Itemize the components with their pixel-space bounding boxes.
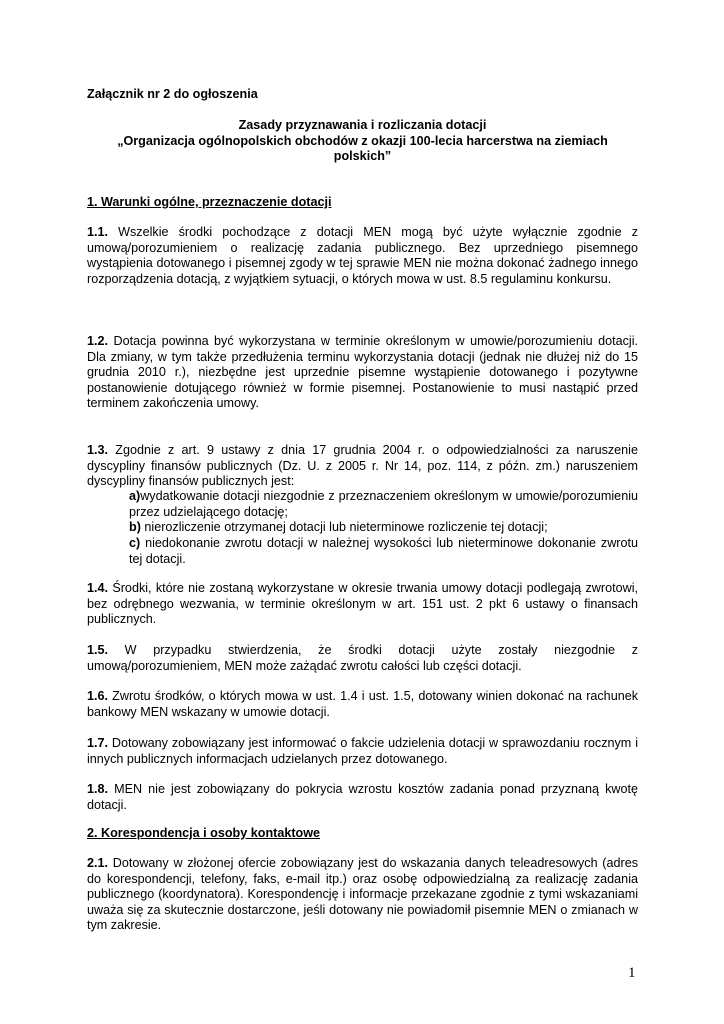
- list-text: nierozliczenie otrzymanej dotacji lub nieterminowe rozliczenie tej dotacji;: [140, 520, 548, 534]
- list-label: a): [129, 489, 141, 503]
- list-label: b): [129, 520, 141, 534]
- paragraph-number: 1.2.: [87, 334, 109, 348]
- document-title: [87, 118, 638, 165]
- section-2-heading: 2. Korespondencja i osoby kontaktowe: [87, 826, 321, 840]
- title-line-2: „Organizacja ogólnopolskich obchodów z okazji 100-lecia harcerstwa na ziemiach: [117, 133, 608, 148]
- paragraph-text: MEN nie jest zobowiązany do pokrycia wzrostu kosztów zadania ponad przyznaną kwotę dotacji.: [87, 782, 638, 812]
- paragraph-1-2: [87, 334, 638, 412]
- page-number: 1: [628, 965, 636, 981]
- paragraph-text: Dotacja powinna być wykorzystana w terminie określonym w umowie/porozumieniu dotacji. Dla zmiany, w tym także przedłużenia terminu wykorzystania dotacji (jednak nie dłużej niż do 15 grudnia 2010 r.), niezbędne jest uprzednie pisemne wystąpienie dotowanego i pozytywne postanowienie dotującego również w formie pisemnej. Postanowienie to musi nastąpić przed terminem zakończenia umowy.: [87, 334, 638, 411]
- paragraph-number: 1.6.: [87, 689, 109, 703]
- paragraph-number: 1.1.: [87, 225, 109, 239]
- list-text: wydatkowanie dotacji niezgodnie z przeznaczeniem określonym w umowie/porozumieniu przez udzielającego dotację;: [129, 489, 638, 519]
- list-item-c: [129, 536, 638, 567]
- paragraph-text: Zgodnie z art. 9 ustawy z dnia 17 grudnia 2004 r. o odpowiedzialności za naruszenie dyscypliny finansów publicznych (Dz. U. z 2005 r. Nr 14, poz. 114, z późn. zm.) naruszeniem dyscypliny finansów publicznych jest:: [87, 443, 638, 489]
- paragraph-text: Środki, które nie zostaną wykorzystane w okresie trwania umowy dotacji podlegają zwrotowi, bez odrębnego wezwania, w terminie określonym w art. 151 ust. 2 pkt 6 ustawy o finansach publicznych.: [87, 581, 638, 627]
- title-line-3: polskich”: [333, 149, 392, 164]
- paragraph-text: Wszelkie środki pochodzące z dotacji MEN mogą być użyte wyłącznie zgodnie z umową/porozumieniem o realizację zadania publicznego. Bez uprzedniego pisemnego wystąpienia dotowanego i pisemnej zgody w tej sprawie MEN nie można dokonać żadnego innego rozporządzenia dotacją, z wyjątkiem sytuacji, o których mowa w ust. 8.5 regulaminu konkursu.: [87, 225, 638, 286]
- paragraph-1-3: [87, 443, 638, 490]
- paragraph-number: 1.5.: [87, 643, 109, 657]
- list-item-b: [129, 520, 638, 536]
- title-line-1: Zasady przyznawania i rozliczania dotacji: [238, 118, 487, 132]
- paragraph-2-1: [87, 856, 638, 934]
- paragraph-number: 1.7.: [87, 736, 109, 750]
- paragraph-number: 1.4.: [87, 581, 109, 595]
- list-text: niedokonanie zwrotu dotacji w należnej wysokości lub nieterminowe dokonanie zwrotu tej dotacji.: [129, 536, 638, 566]
- paragraph-number: 1.3.: [87, 443, 109, 457]
- paragraph-text: Dotowany zobowiązany jest informować o fakcie udzielenia dotacji w sprawozdaniu rocznym i innych publicznych informacjach udzielanych przez dotowanego.: [87, 736, 638, 766]
- paragraph-text: W przypadku stwierdzenia, że środki dotacji użyte zostały niezgodnie z umową/porozumieniem, MEN może zażądać zwrotu całości lub części dotacji.: [87, 643, 638, 673]
- section-1-heading: 1. Warunki ogólne, przeznaczenie dotacji: [87, 195, 332, 209]
- paragraph-1-7: [87, 736, 638, 767]
- list-label: c): [129, 536, 141, 550]
- paragraph-1-4: [87, 581, 638, 628]
- paragraph-number: 2.1.: [87, 856, 109, 870]
- paragraph-1-8: [87, 782, 638, 813]
- paragraph-1-1: [87, 225, 638, 287]
- paragraph-number: 1.8.: [87, 782, 109, 796]
- paragraph-1-5: [87, 643, 638, 674]
- paragraph-text: Zwrotu środków, o których mowa w ust. 1.4 i ust. 1.5, dotowany winien dokonać na rachunek bankowy MEN wskazany w umowie dotacji.: [87, 689, 638, 719]
- paragraph-1-6: [87, 689, 638, 720]
- annex-label: Załącznik nr 2 do ogłoszenia: [87, 87, 258, 101]
- paragraph-text: Dotowany w złożonej ofercie zobowiązany jest do wskazania danych teleadresowych (adres do korespondencji, telefony, faks, e-mail itp.) oraz osobę odpowiedzialną za realizację zadania publicznego (koordynatora). Korespondencję i informacje przekazane zgodnie z tymi wskazaniami uważa się za skutecznie dostarczone, jeśli dotowany nie powiadomił pisemnie MEN o zmianach w tym zakresie.: [87, 856, 638, 933]
- list-item-a: [129, 489, 638, 520]
